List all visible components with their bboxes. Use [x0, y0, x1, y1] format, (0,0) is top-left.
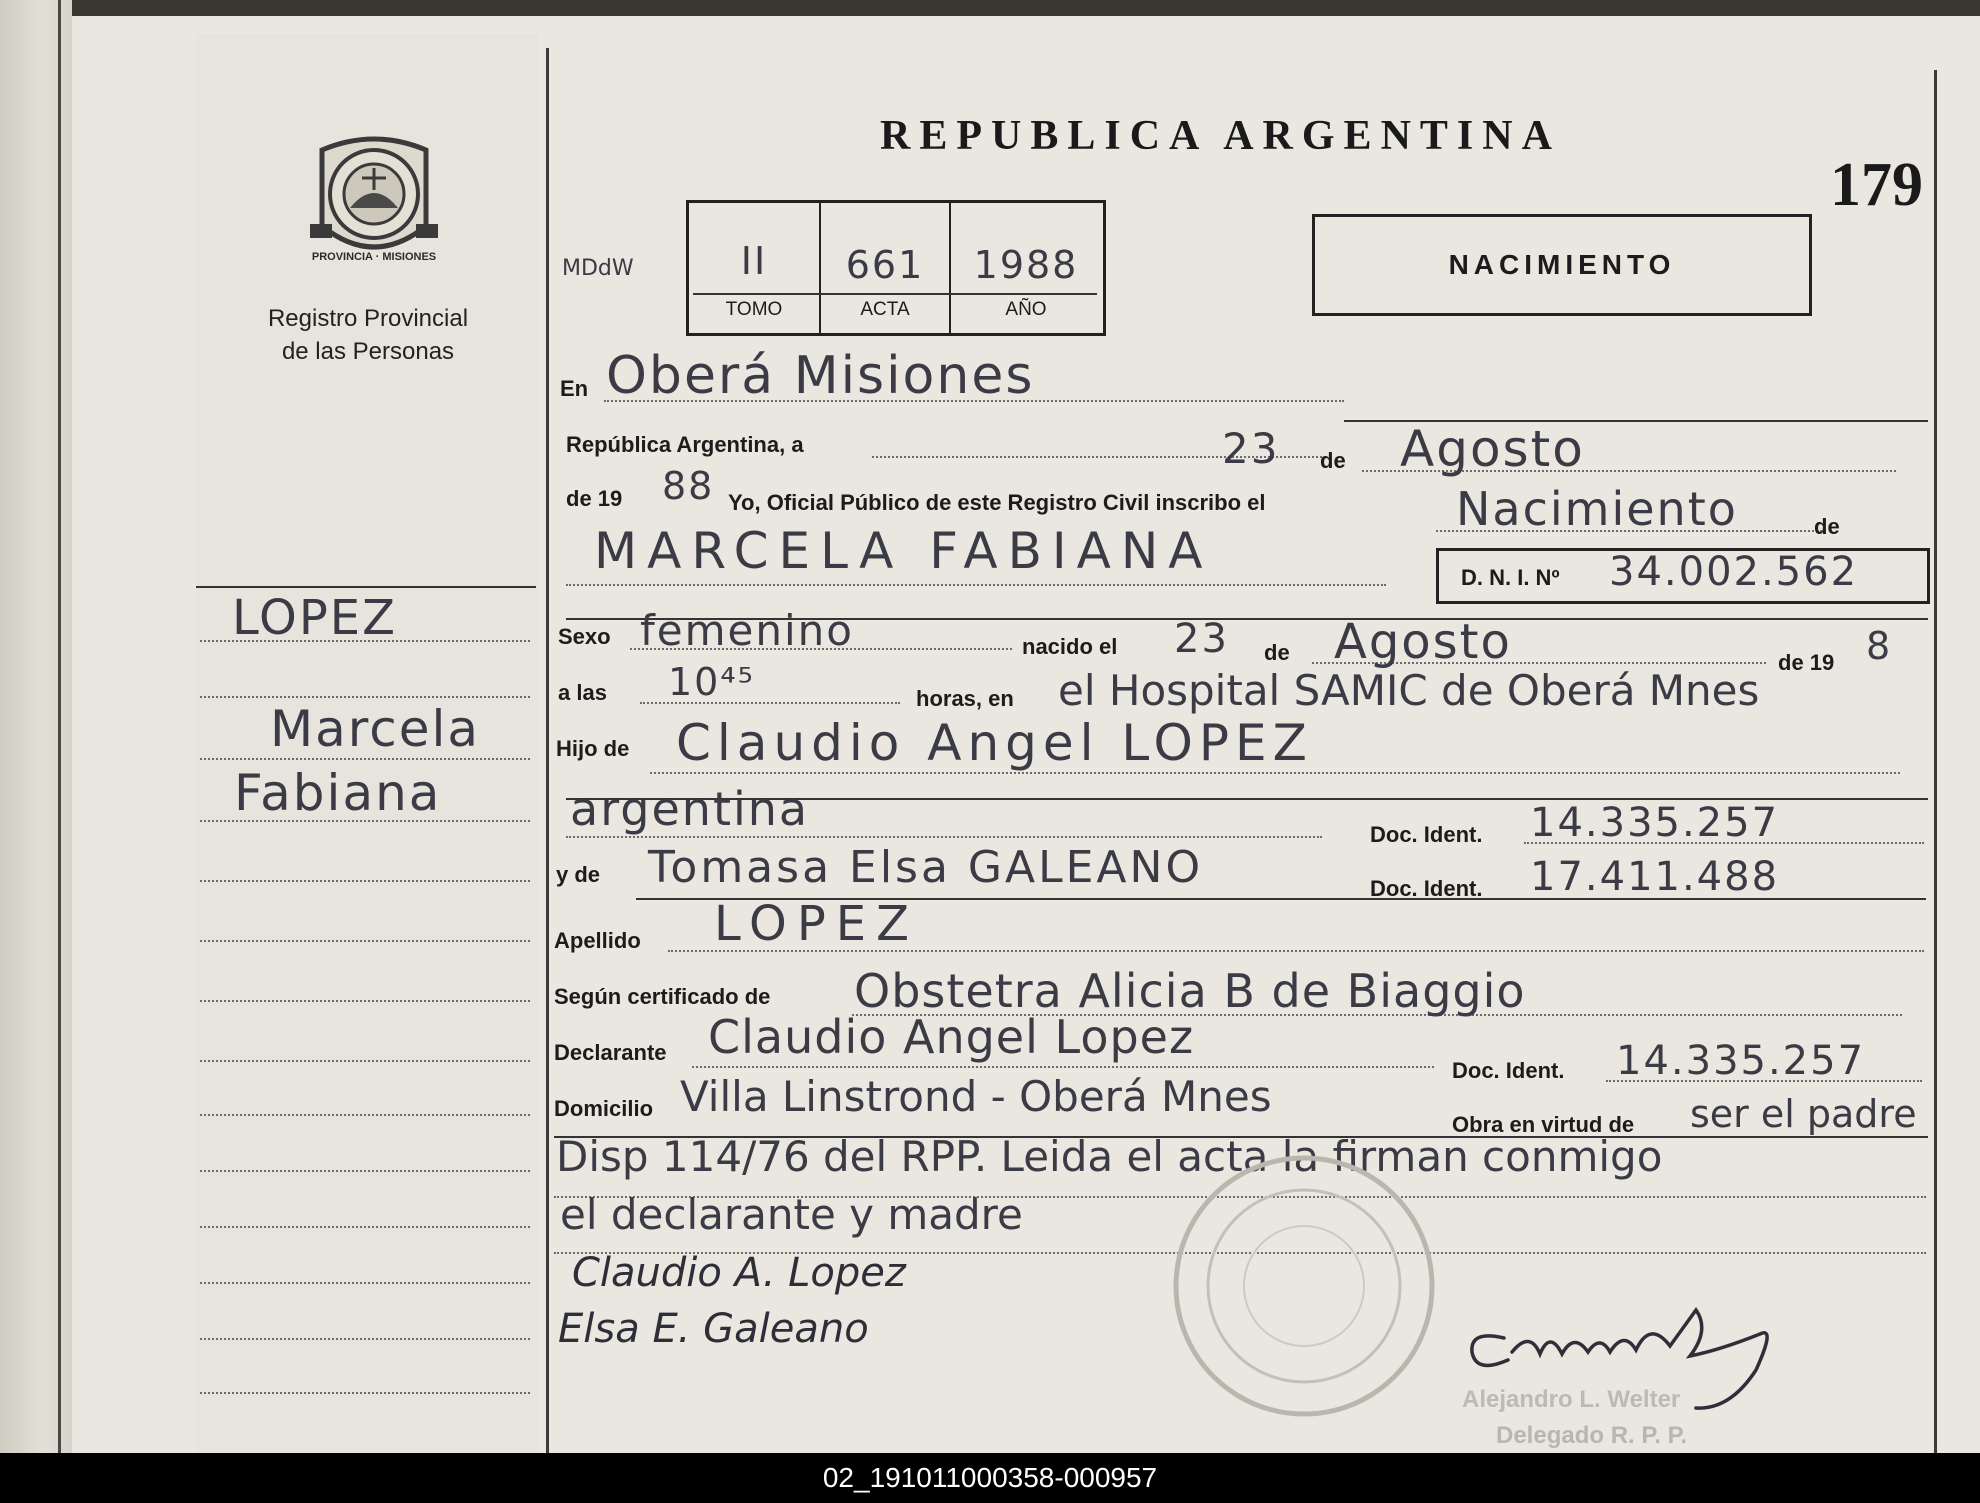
birth-time: 10⁴⁵	[668, 660, 755, 704]
place-value: Oberá Misiones	[606, 346, 1035, 406]
declarante-label: Declarante	[554, 1040, 667, 1065]
doc-label-3: Doc. Ident.	[1452, 1058, 1565, 1083]
tomo-label: TOMO	[725, 299, 783, 320]
ano-value: 1988	[973, 243, 1079, 287]
margin-line	[200, 758, 530, 760]
ano-label: AÑO	[1005, 299, 1047, 320]
field-line	[566, 584, 1386, 586]
birth-month: Agosto	[1334, 614, 1512, 670]
domicilio-value: Villa Linstrond - Oberá Mnes	[680, 1072, 1272, 1121]
country-title: REPUBLICA ARGENTINA	[880, 113, 1561, 159]
de-label: de	[1320, 448, 1346, 473]
page-number: 179	[1830, 151, 1923, 219]
obra-label: Obra en virtud de	[1452, 1112, 1635, 1137]
note-line-2: el declarante y madre	[560, 1190, 1023, 1239]
hijo-label: Hijo de	[556, 736, 630, 761]
margin-line	[200, 1060, 530, 1062]
provincial-seal	[302, 128, 446, 272]
binder-top-edge	[0, 0, 1980, 16]
binder-spine	[0, 0, 72, 1453]
act-type-value: Nacimiento	[1456, 482, 1738, 536]
binder-edge-line	[58, 0, 61, 1453]
margin-divider	[546, 48, 549, 1453]
father-name: Claudio Angel LOPEZ	[676, 714, 1313, 772]
dni-value: 34.002.562	[1609, 549, 1859, 595]
registry-name-line2: de las Personas	[281, 338, 455, 365]
obra-value: ser el padre	[1690, 1092, 1917, 1136]
acta-label: ACTA	[860, 299, 910, 320]
margin-line	[200, 1338, 530, 1340]
registry-name-line1: Registro Provincial	[267, 305, 469, 332]
dni-box	[1436, 548, 1930, 604]
declarante-doc: 14.335.257	[1616, 1038, 1866, 1084]
tomo-value: II	[740, 239, 768, 283]
signature-mother: Elsa E. Galeano	[558, 1306, 869, 1352]
sexo-value: femenino	[640, 606, 854, 655]
margin-line	[200, 1000, 530, 1002]
margin-line	[200, 1282, 530, 1284]
birth-place: el Hospital SAMIC de Oberá Mnes	[1058, 666, 1760, 715]
margin-line	[200, 1114, 530, 1116]
record-year-digits: 88	[662, 464, 715, 508]
official-title: Delegado R. P. P.	[1496, 1422, 1688, 1449]
image-caption: 02_191011000358-000957	[0, 1453, 1980, 1503]
margin-line	[200, 1170, 530, 1172]
note-line-1: Disp 114/76 del RPP. Leida el acta la firman conmigo	[556, 1132, 1663, 1181]
record-type: NACIMIENTO	[1448, 249, 1676, 280]
record-type-box	[1312, 214, 1812, 316]
birth-year-digit: 8	[1866, 624, 1893, 668]
en-label: En	[560, 376, 589, 401]
right-border	[1934, 70, 1937, 1453]
signature-father: Claudio A. Lopez	[572, 1250, 906, 1296]
office-code: MDdW	[562, 256, 634, 281]
de-label-3: de	[1264, 640, 1290, 665]
record-day: 23	[1222, 424, 1280, 473]
de-label-2: de	[1814, 514, 1840, 539]
yde-label: y de	[556, 862, 601, 887]
record-id-box	[686, 200, 1106, 336]
registry-stamp	[1166, 1148, 1442, 1424]
nacido-label: nacido el	[1022, 634, 1118, 659]
domicilio-label: Domicilio	[554, 1096, 654, 1121]
seal-text: PROVINCIA · MISIONES	[311, 251, 437, 263]
de19-label: de 19	[566, 486, 623, 511]
margin-given-name-2: Fabiana	[234, 764, 442, 822]
child-name: MARCELA FABIANA	[594, 522, 1213, 580]
birth-day: 23	[1174, 616, 1229, 662]
father-doc: 14.335.257	[1530, 800, 1780, 846]
alas-label: a las	[558, 680, 607, 705]
father-nationality: argentina	[570, 782, 810, 836]
margin-surname: LOPEZ	[232, 590, 397, 646]
doc-label-2: Doc. Ident.	[1370, 876, 1483, 901]
margin-line	[200, 880, 530, 882]
horas-label: horas, en	[916, 686, 1014, 711]
yo-oficial-label: Yo, Oficial Público de este Registro Civil inscribo el	[728, 490, 1266, 515]
record-month: Agosto	[1400, 420, 1585, 478]
margin-line	[200, 696, 530, 698]
mother-doc: 17.411.488	[1530, 854, 1780, 900]
margin-line	[200, 1392, 530, 1394]
apellido-value: LOPEZ	[714, 896, 919, 952]
certificado-value: Obstetra Alicia B de Biaggio	[854, 964, 1526, 1018]
field-line	[566, 836, 1322, 838]
sexo-label: Sexo	[558, 624, 611, 649]
segun-label: Según certificado de	[554, 984, 771, 1009]
margin-given-name-1: Marcela	[270, 700, 481, 758]
declarante-value: Claudio Angel Lopez	[708, 1010, 1195, 1064]
dni-label: D. N. I. Nº	[1461, 565, 1560, 590]
official-name: Alejandro L. Welter	[1462, 1386, 1681, 1413]
doc-label: Doc. Ident.	[1370, 822, 1483, 847]
field-line	[650, 772, 1900, 774]
apellido-label: Apellido	[554, 928, 641, 953]
acta-value: 661	[845, 243, 925, 287]
field-line	[692, 1066, 1434, 1068]
margin-line	[200, 1226, 530, 1228]
republica-label: República Argentina, a	[566, 432, 804, 457]
margin-rule	[196, 586, 536, 588]
margin-line	[200, 940, 530, 942]
de19-label-2: de 19	[1778, 650, 1835, 675]
mother-name: Tomasa Elsa GALEANO	[648, 842, 1204, 893]
